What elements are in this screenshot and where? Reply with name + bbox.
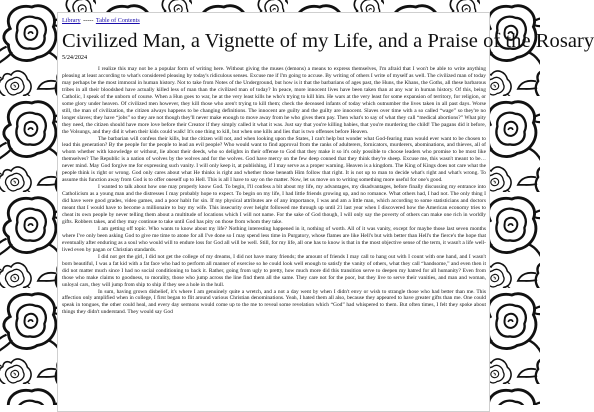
breadcrumb-separator: -----	[83, 17, 94, 24]
article-date: 5/24/2024	[62, 54, 88, 61]
article-body	[62, 66, 486, 316]
article-paragraph: In sum, having grown disbelief, it's where I am genuinely quite a wretch, and a not a day went by when I didn't envy or wish to strangle those who had better than me. This affection only amplified when in college, I first began to flit around various Christian denominations. Yeah, I hated them all also, because they appeared to have greater gifts than me. One could speak in tongues, the other could heal, and every day sermons would come up to the me to reveal some revelation which “God” had whispered to them. But often times, I felt they spoke about things they didn't understand. They would say God	[62, 288, 486, 316]
article-paragraph: I wanted to talk about how one may properly know God. To begin, I'll confess a bit about my life, my advantages, my disadvantages, before finally discussing my entrance into Catholicism as a young man and the distresses I may probably hope to expect. To begin on my life, I had little friends growing up, and no romance. What others had, I had not. The only thing I did have were good grades, video games, and a poor habit for sin. If my physical attributes are of any importance, I was and am a little man, which according to some statisticians and doctors meant that I would have to become a millionaire to buy my wife. This insecurity over height followed me through up until 21 last year when I discovered how the American economy tries to cheat its own people by never telling them about a multitude of locations which I will not name. For the sake of God though, I will only say the poverty of others can make one rich in worldly gifts. Robbers takes, and they may continue to take until God has pity on those from whom they take.	[62, 184, 486, 225]
page-container	[57, 12, 594, 412]
article-title: Civilized Man, a Vignette of my Life, and a Praise of the Rosary	[62, 30, 594, 52]
article-paragraph: I realize this may not be a popular form of writing here. Without giving the muses (demons) a means to express themselves, I'm afraid that I won't be able to write anything pleasing at least according to what's considered pleasing by today's ridiculous senses. Excuse me if I'm going to accuse. By writing of others I write of myself as well. The civilized man of today may perhaps be the most immoral in human history. Not to take from Notes of the Underground, but how is it that the barbarians of ages past, the Huns, the Khans, the Goths, all these barbarous tribes in all their bloodshed have actually killed less of man than the civilized man of today? In peace, more innocent lives have been taken than at any war in human history. Of this, being Catholic, I speak of the unborn of course. When a Hun goes to war, he at the very least kills he who's trying to kill him. He wars at the very least for some expansion of territory, for religion, or some glory under heaven. Of civilized men however, they kill those who aren't trying to kill them; check the deceased infants of today which outnumber the lives taken in all past days. Worse still, the man of civilization, the citizen always happens to be changing definitions. The innocent are guilty and the guilty are innocent. Slaves over time with a so called “wage” so they're no longer slaves; they have “jobs” so they are not though they'll never make enough to move away from he who gives them pay. Then what's to say of what they call “medical abortions?” What pity they need, the citizen should have more love before their Creator if they simply called it what it was. Just say that you're killing babies, that you're murdering the child! The pagans did it before, the Volsungs, and they did it when their kids could walk! It's one thing to kill, but when one kills and lies that is two offenses before Heaven.	[62, 66, 486, 135]
library-link[interactable]: Library	[62, 17, 81, 24]
article-paragraph: I am getting off topic. Who wants to know about my life? Nothing interesting happened in it, nothing of worth. All of it was vanity, except for maybe those last seven months where I've only been asking God to give me time to atone for all I've done so I may spend less time in Purgatory, whose flames are like Hell's but with better than Hell's the fierce's the hope that eventually after enduring as a soul who would will to endure loss for God all will be well. Still, for my life, all one has to know is that in the most objective sense of the term, it wasn't a life well-lived even by pagan or Christian standards.	[62, 225, 486, 253]
table-of-contents-link[interactable]: Table of Contents	[95, 17, 140, 24]
breadcrumb	[62, 17, 486, 27]
article-paragraph: The barbarian will confess their kills, but the citizen will not, and when looking upon the States, I can't help but wonder what God-fearing man would ever want to be chosen to lead this generation? By the people for the people to lead an evil people? Who would want to find approval from the ranks of adulterers, fornicators, murderers, abominations, and thieves, all of whom whether with knowledge or without, lie about their deeds, who so delights in their offense to God that they make it so it's only possible to choose leaders who promise to be most like themselves? The Republic is a nation of wolves by the wolves and for the wolves. God have mercy on the few deep conned that they think they're sheep. Excuse me, this wasn't meant to be… never mind. May God forgive me for expressing such vanity. I will only keep it, at publishing, if I may serve as a proper warning. Heaven is a kingdom. The King of Kings does not care what the people think is right or wrong. God only cares about what He thinks is right and whether those beneath Him follow that right. It is not up to man to decide what's right and what's wrong. To assume this function away from God is to offer oneself up to Hell. This is all I have to say on the matter. Now, let us move on to writing something more useful for one's good.	[62, 135, 486, 184]
article-paragraph: I did not get the girl, I did not get the college of my dreams, I did not have many friends; the amount of friends I may call to hang out with I count with one hand, and I wasn't born beautiful, I was a fat kid with a fat face who had to perform all manner of exercise so he could look well enough to satisfy the vanity of others, what they call “handsome,” and even then it did not matter much since I had no social conditioning to back it. Rather, going from ugly to pretty, how much more did this transition serve to deepen my hatred for all humanity? Even from those who make claims to goodness, to morality, those who jump across the line find them all the same. They care not for the poor, but they live to serve their vanities, and man and woman, unloyal cars, they will jump from ship to ship if they see a hole in the hull.	[62, 253, 486, 288]
